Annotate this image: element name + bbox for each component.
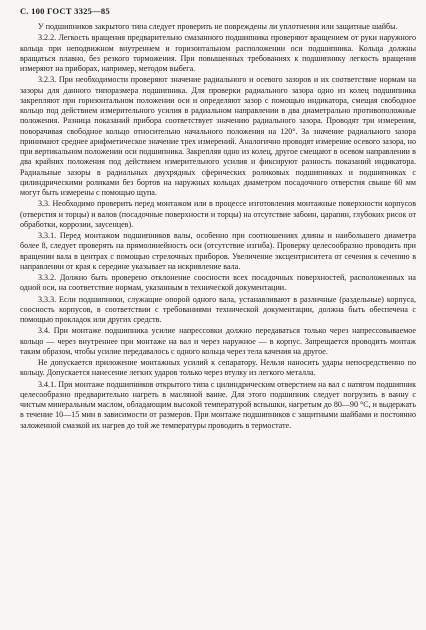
page-header: С. 100 ГОСТ 3325—85: [20, 6, 110, 16]
paragraph: Не допускается приложение монтажных усилий к сепаратору. Нельзя наносить удары непосредственно по кольцу. Допускается нанесение легких ударов только через втулку из легкого металла.: [20, 358, 416, 378]
paragraph: 3.3.3. Если подшипники, служащие опорой одного вала, устанавливают в различные (раздельные) корпуса, соосность корпусов, в соответствии с требованиями технической документации, должна быть обеспечена с помощью прокладок или других средств.: [20, 294, 416, 324]
paragraph: 3.2.2. Легкость вращения предварительно смазанного подшипника проверяют вращением от руки наружного кольца при неподвижном внутреннем и горизонтальном расположении оси подшипника. Кольца должны вращаться плавно, без резкого торможения. При повышенных требованиях к подшипнику легкость вращения измеряют на приборах, например, методом выбега.: [20, 33, 416, 73]
document-body: [20, 22, 416, 431]
paragraph: 3.3.2. Должно быть проверено отклонение соосности всех посадочных поверхностей, расположенных на одной оси, на соответствие нормам, указанным в технической документации.: [20, 273, 416, 293]
paragraph: 3.2.3. При необходимости проверяют значение радиального и осевого зазоров и их соответствие нормам на зазоры для данного типоразмера подшипника. Для проверки радиального зазора одно из колец подшипника закрепляют при горизонтальном положении оси и определяют зазор с помощью индикатора, смещая свободное кольцо под действием измерительного усилия в радиальном направлении в два диаметрально противоположные положения. Разница показаний прибора соответствует значению радиального зазора. Проводят три измерения, поворачивая свободное кольцо относительно начального положения на 120°. За значение радиального зазора принимают среднее арифметическое значение трех измерений. Аналогично проводят измерение осевого зазора, но при вертикальном положении оси подшипника. Закрепляя одно из колец, другое смещают в осевом направлении в два крайних положения под действием измерительного усилия и фиксируют разность показаний индикатора. Радиальные зазоры в радиальных двухрядных сферических роликовых подшипниках и подшипниках с цилиндрическими роликами без бортов на наружных кольцах диаметром посадочного отверстия свыше 60 мм могут быть измерены с помощью щупа.: [20, 75, 416, 197]
paragraph: У подшипников закрытого типа следует проверить не повреждены ли уплотнения или защитные шайбы.: [38, 22, 398, 31]
paragraph: 3.4. При монтаже подшипника усилие напрессовки должно передаваться только через напрессовываемое кольцо — через внутреннее при монтаже на вал и через наружное — в корпус. Запрещается проводить монтаж таким образом, чтобы усилие передавалось с одного кольца через тела качения на другое.: [20, 326, 416, 356]
paragraph: 3.3. Необходимо проверить перед монтажом или в процессе изготовления монтажные поверхности корпусов (отверстия и торцы) и валов (посадочные поверхности и торцы) на отсутствие забоин, царапин, глубоких рисок от обработки, коррозии, заусенцев).: [20, 199, 416, 229]
paragraph: 3.3.1. Перед монтажом подшипников валы, особенно при соотношениях длины и наибольшего диаметра более 8, следует проверять на прямолинейность оси (отсутствие изгиба). Проверку целесообразно проводить при вращении вала в центрах с помощью стрелочных приборов. Увеличение эксцентриситета от сечения к сечению в направлении от края к середине указывает на искривление вала.: [20, 231, 416, 271]
paragraph: 3.4.1. При монтаже подшипников открытого типа с цилиндрическим отверстием на вал с натягом подшипник целесообразно предварительно нагреть в масляной ванне. Для этого подшипник следует погрузить в ванну с чистым минеральным маслом, обладающим высокой температурой вспышки, нагретым до 80—90 °С, и выдержать в течение 10—15 мин в зависимости от размеров. При монтаже подшипников с защитными шайбами и постоянно заложенной смазкой их нагрев до той же температуры проводить в термостате.: [20, 379, 416, 430]
